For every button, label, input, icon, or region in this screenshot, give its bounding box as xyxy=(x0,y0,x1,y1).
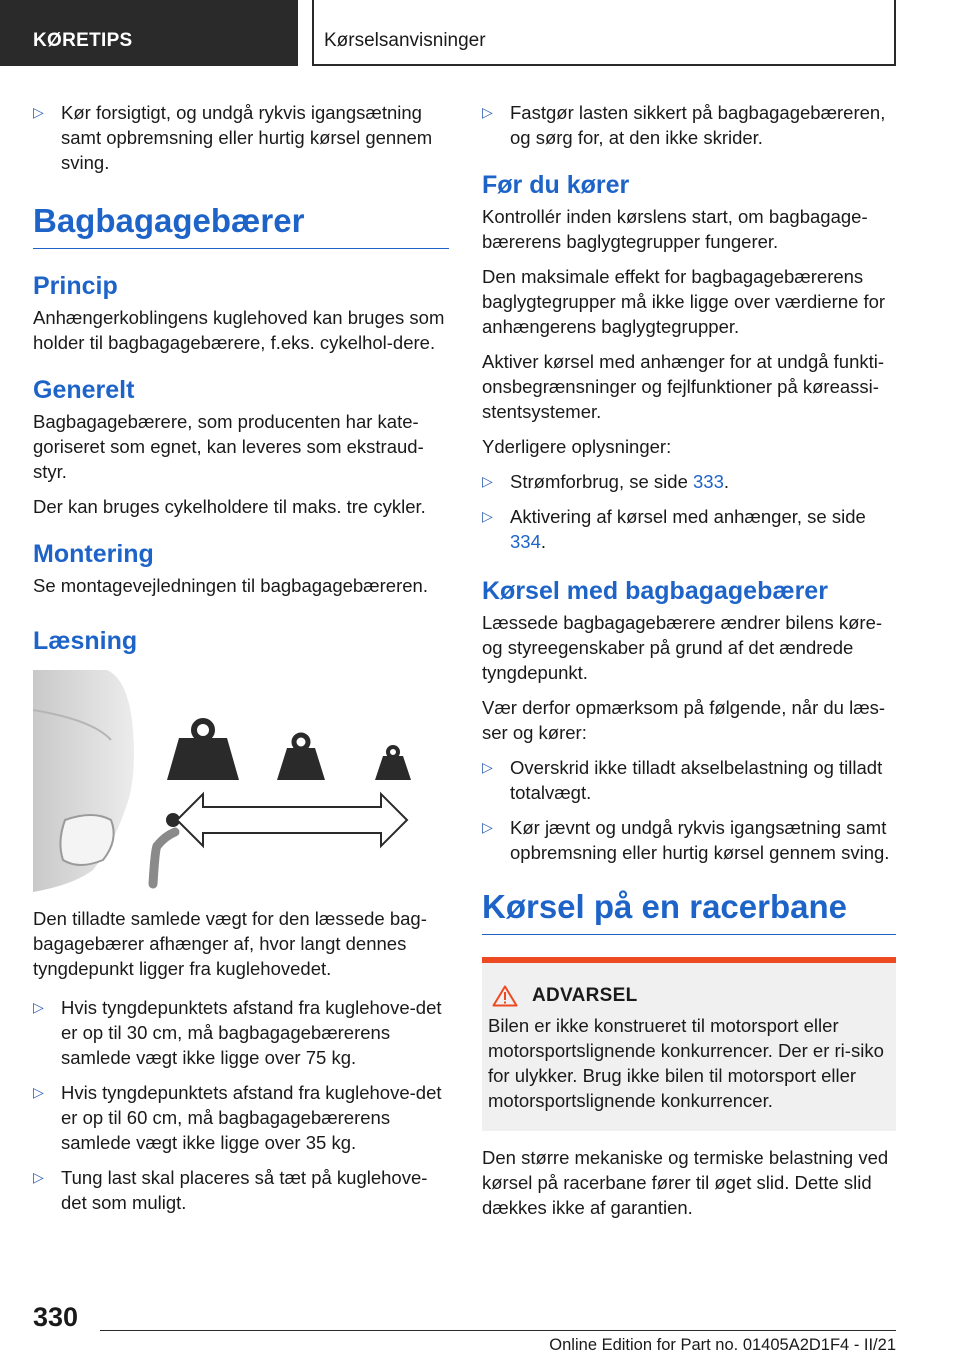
subheading-laesning: Læsning xyxy=(33,627,138,655)
paragraph: Læssede bagbagagebærere ændrer bilens køre-og styreegenskaber på grund af det ændrede tyngdepunkt. xyxy=(482,612,883,683)
subheading-koersel-med-bagbagagebaerer: Kørsel med bagbagagebærer xyxy=(482,577,828,605)
list-item: ▷ Overskrid ikke tilladt akselbelastning og tilladt totalvægt. xyxy=(482,757,883,803)
chapter-title: Kørselsanvisninger xyxy=(312,0,896,66)
exhaust-icon xyxy=(60,815,113,865)
list-item: ▷ Kør forsigtigt, og undgå rykvis igangsætning samt opbremsning eller hurtig kørsel gennem sving. xyxy=(33,102,433,173)
list-item: ▷ Hvis tyngdepunktets afstand fra kuglehove-det er op til 60 cm, må bagbagagebærerens samlede vægt ikke ligge over 35 kg. xyxy=(33,1082,442,1153)
triangle-bullet-icon: ▷ xyxy=(33,104,44,120)
edition-note: Online Edition for Part no. 01405A2D1F4 - II/21 xyxy=(549,1336,896,1354)
right-column xyxy=(482,100,896,1230)
triangle-bullet-icon: ▷ xyxy=(33,1169,44,1185)
subheading-generelt: Generelt xyxy=(33,376,135,404)
warning-triangle-icon xyxy=(492,985,518,1007)
paragraph: Bagbagagebærere, som producenten har kate-goriseret som egnet, kan leveres som ekstraud-styr. xyxy=(33,411,424,482)
tow-hook-icon xyxy=(153,832,175,884)
page-link-333[interactable]: 333 xyxy=(693,471,724,492)
section-heading-racerbane: Kørsel på en racerbane xyxy=(482,887,896,935)
list-item: ▷ Aktivering af kørsel med anhænger, se side 334. xyxy=(482,506,866,552)
paragraph: Se montagevejledningen til bagbagagebæreren. xyxy=(33,575,428,596)
section-tab: KØRETIPS xyxy=(0,0,298,66)
warning-title: ADVARSEL xyxy=(532,985,638,1006)
paragraph: Der kan bruges cykelholdere til maks. tre cykler. xyxy=(33,496,426,517)
paragraph: Kontrollér inden kørslens start, om bagbagage-bærerens baglygtegrupper fungerer. xyxy=(482,206,868,252)
subheading-montering: Montering xyxy=(33,540,154,568)
triangle-bullet-icon: ▷ xyxy=(482,819,493,835)
list-item: ▷ Hvis tyngdepunktets afstand fra kuglehove-det er op til 30 cm, må bagbagagebærerens samlede vægt ikke ligge over 75 kg. xyxy=(33,997,442,1068)
triangle-bullet-icon: ▷ xyxy=(482,759,493,775)
list-item: ▷ Tung last skal placeres så tæt på kuglehove-det som muligt. xyxy=(33,1167,428,1213)
page-link-334[interactable]: 334 xyxy=(510,531,541,552)
footer-divider xyxy=(100,1330,896,1331)
load-distribution-illustration xyxy=(33,670,447,892)
list-item: ▷ Strømforbrug, se side 333. xyxy=(482,471,730,492)
paragraph: Den tilladte samlede vægt for den læssede bag-bagagebærer afhænger af, hvor langt dennes tyngdepunkt ligger fra kuglehovedet. xyxy=(33,908,427,979)
weight-medium-icon xyxy=(277,735,325,780)
left-column xyxy=(33,100,449,1225)
triangle-bullet-icon: ▷ xyxy=(33,1084,44,1100)
paragraph: Den maksimale effekt for bagbagagebærerens baglygtegrupper må ikke ligge over værdierne for anhængerens baglygtegrupper. xyxy=(482,266,886,337)
double-arrow-icon xyxy=(177,794,407,846)
subheading-princip: Princip xyxy=(33,272,118,300)
list-item: ▷ Fastgør lasten sikkert på bagbagagebæreren, og sørg for, at den ikke skrider. xyxy=(482,102,886,148)
triangle-bullet-icon: ▷ xyxy=(482,104,493,120)
tow-ball-weights-figure xyxy=(33,670,447,892)
paragraph: Vær derfor opmærksom på følgende, når du læs-ser og kører: xyxy=(482,697,886,743)
paragraph: Aktiver kørsel med anhænger for at undgå funkti-onsbegrænsninger og fejlfunktioner på køreassi-stentsystemer. xyxy=(482,351,885,422)
warning-header xyxy=(492,985,886,1007)
list-item: ▷ Kør jævnt og undgå rykvis igangsætning samt opbremsning eller hurtig kørsel gennem sving. xyxy=(482,817,890,863)
paragraph: Yderligere oplysninger: xyxy=(482,436,672,457)
triangle-bullet-icon: ▷ xyxy=(482,473,493,489)
subheading-foer-du-koerer: Før du kører xyxy=(482,171,630,199)
warning-box xyxy=(482,957,896,1131)
page-number: 330 xyxy=(33,1302,79,1332)
triangle-bullet-icon: ▷ xyxy=(482,508,493,524)
weight-small-icon xyxy=(375,747,411,780)
paragraph: Den større mekaniske og termiske belastning ved kørsel på racerbane fører til øget slid. Dette slid dækkes ikke af garantien. xyxy=(482,1147,889,1218)
weight-large-icon xyxy=(167,721,239,780)
warning-text: Bilen er ikke konstrueret til motorsport eller motorsportslignende konkurrencer. Der er ri-siko for ulykker. Brug ikke bilen til motorsport eller motorsportslignende konkurrencer. xyxy=(488,1015,884,1111)
paragraph: Anhængerkoblingens kuglehoved kan bruges som holder til bagbagagebærere, f.eks. cykelhol-dere. xyxy=(33,307,445,353)
section-heading-bagbagagebaerer: Bagbagagebærer xyxy=(33,201,449,249)
page-header xyxy=(0,0,960,66)
triangle-bullet-icon: ▷ xyxy=(33,999,44,1015)
